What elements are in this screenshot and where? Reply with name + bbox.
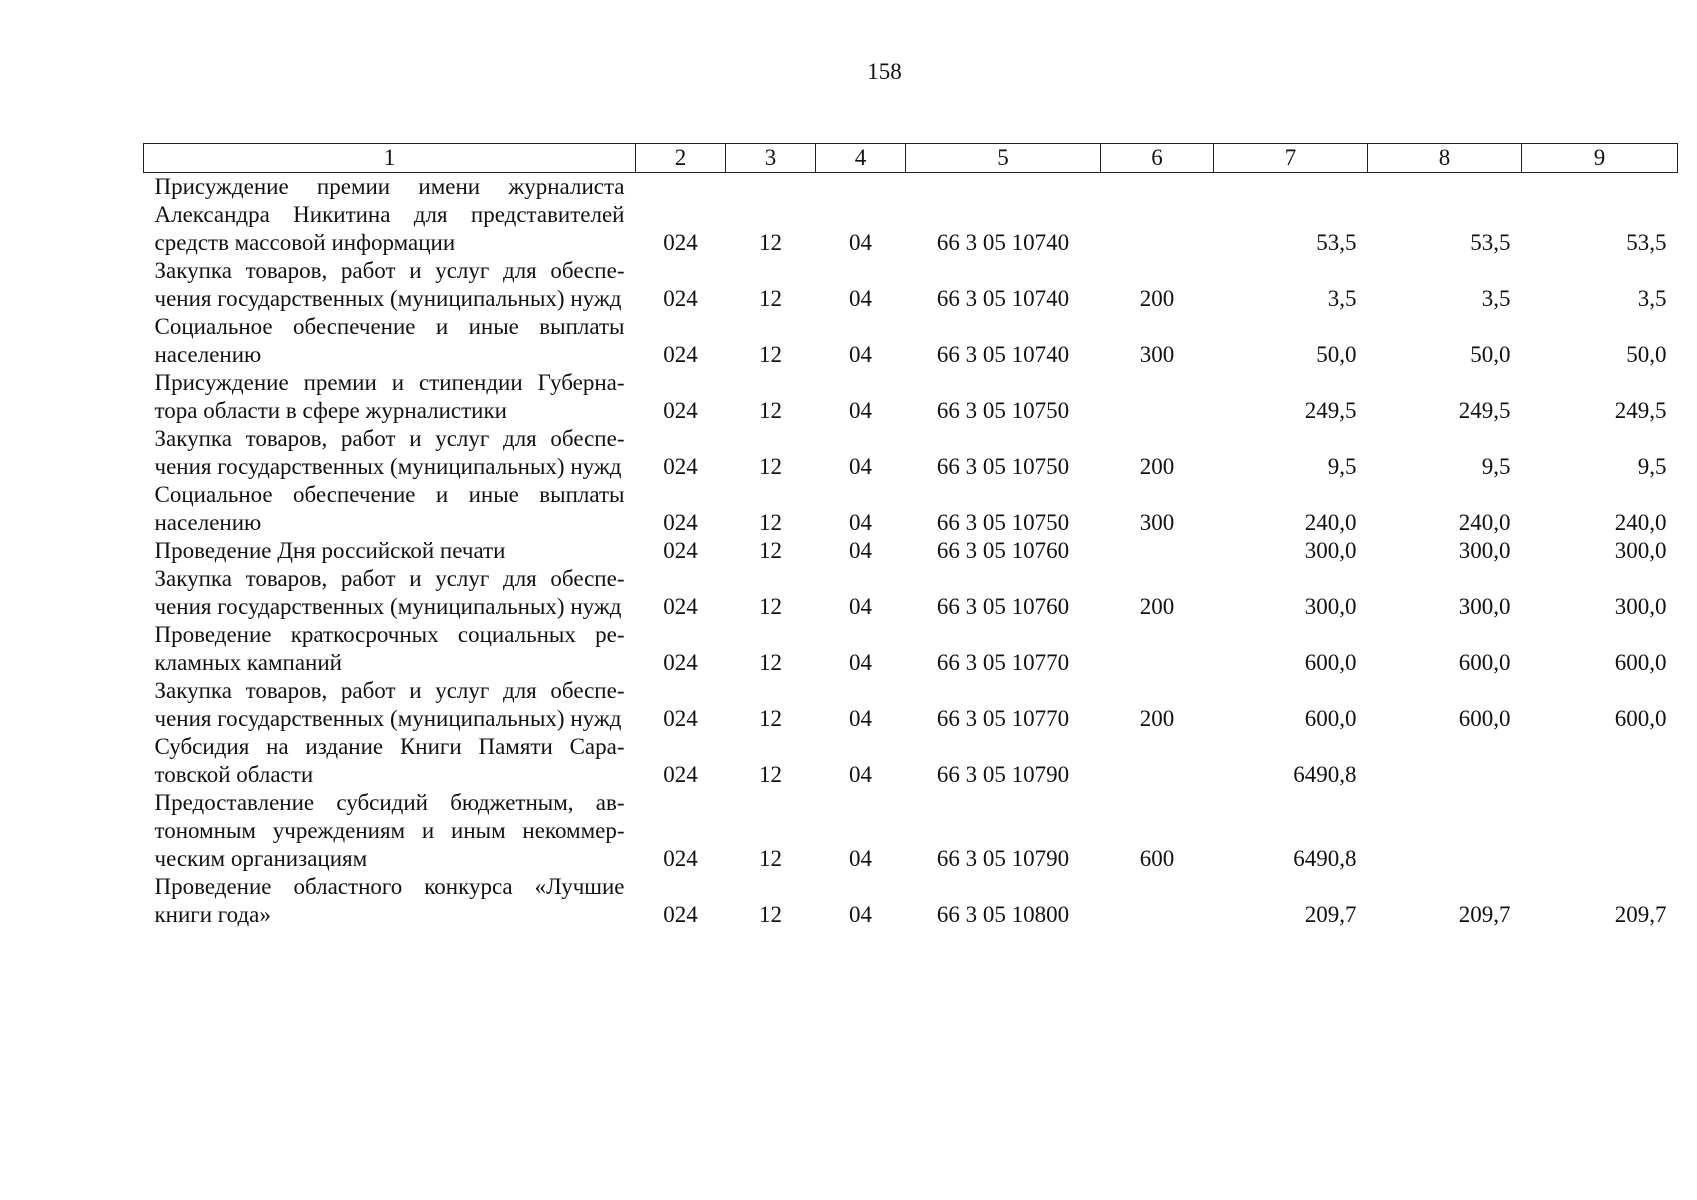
cell-ministry-code: 024 (663, 342, 698, 367)
cell-amount-9: 249,5 (1614, 398, 1667, 423)
header-col-7: 7 (1214, 144, 1368, 173)
cell-ministry-code: 024 (663, 846, 698, 871)
cell-expense-type (1101, 537, 1214, 565)
cell-subsection: 04 (849, 706, 872, 731)
cell-expense-type (1101, 173, 1214, 258)
cell-subsection: 04 (849, 594, 872, 619)
cell-name: Присуждение премии и стипендии Губерна-тора области в сфере журналистики (154, 370, 625, 423)
cell-subsection: 04 (849, 230, 872, 255)
cell-name: Субсидия на издание Книги Памяти Сара-товской области (154, 734, 625, 787)
cell-amount-7: 53,5 (1316, 230, 1357, 255)
cell-target-article: 66 3 05 10750 (936, 398, 1070, 423)
cell-amount-8: 9,5 (1481, 454, 1511, 479)
cell-expense-type (1101, 873, 1214, 929)
cell-amount-9: 9,5 (1637, 454, 1667, 479)
cell-expense-type: 200 (1139, 594, 1175, 619)
cell-amount-7: 9,5 (1327, 454, 1357, 479)
cell-name: Предоставление субсидий бюджетным, ав-тономным учреждениям и иным некоммер-ческим организациям (154, 790, 625, 871)
cell-target-article: 66 3 05 10790 (936, 846, 1070, 871)
cell-subsection: 04 (849, 846, 872, 871)
cell-amount-9: 300,0 (1614, 594, 1667, 619)
cell-section: 12 (759, 398, 782, 423)
header-col-1: 1 (144, 144, 636, 173)
cell-amount-7: 6490,8 (1293, 762, 1357, 787)
cell-amount-8: 53,5 (1470, 230, 1511, 255)
cell-subsection: 04 (849, 342, 872, 367)
cell-target-article: 66 3 05 10750 (936, 454, 1070, 479)
cell-ministry-code: 024 (663, 538, 698, 563)
cell-expense-type: 200 (1139, 706, 1175, 731)
cell-section: 12 (759, 538, 782, 563)
table-header-row (144, 144, 1678, 173)
cell-target-article: 66 3 05 10760 (936, 594, 1070, 619)
table-row (144, 537, 1678, 565)
cell-ministry-code: 024 (663, 454, 698, 479)
cell-amount-8: 600,0 (1458, 706, 1511, 731)
cell-ministry-code: 024 (663, 398, 698, 423)
table-row (144, 873, 1678, 929)
cell-subsection: 04 (849, 510, 872, 535)
table-row (144, 481, 1678, 537)
cell-amount-7: 249,5 (1304, 398, 1357, 423)
cell-amount-8: 209,7 (1458, 902, 1511, 927)
cell-amount-9: 53,5 (1626, 230, 1667, 255)
table-row (144, 425, 1678, 481)
header-col-5: 5 (906, 144, 1101, 173)
table-row (144, 313, 1678, 369)
cell-expense-type: 200 (1139, 286, 1175, 311)
cell-amount-8: 3,5 (1481, 286, 1511, 311)
cell-amount-8 (1368, 733, 1522, 789)
table-row (144, 789, 1678, 873)
cell-section: 12 (759, 762, 782, 787)
cell-target-article: 66 3 05 10740 (936, 286, 1070, 311)
cell-ministry-code: 024 (663, 902, 698, 927)
cell-amount-7: 300,0 (1304, 594, 1357, 619)
cell-name: Проведение краткосрочных социальных ре-кламных кампаний (154, 622, 625, 675)
cell-amount-8: 50,0 (1470, 342, 1511, 367)
cell-amount-9 (1522, 789, 1678, 873)
cell-amount-7: 6490,8 (1293, 846, 1357, 871)
page-number: 158 (867, 59, 902, 84)
header-col-4: 4 (816, 144, 906, 173)
cell-target-article: 66 3 05 10790 (936, 762, 1070, 787)
cell-ministry-code: 024 (663, 230, 698, 255)
cell-ministry-code: 024 (663, 762, 698, 787)
cell-expense-type (1101, 369, 1214, 425)
cell-name: Закупка товаров, работ и услуг для обеспе-чения государственных (муниципальных) нужд (154, 566, 625, 619)
header-col-3: 3 (726, 144, 816, 173)
cell-section: 12 (759, 454, 782, 479)
cell-amount-9: 50,0 (1626, 342, 1667, 367)
table-row (144, 173, 1678, 258)
cell-name: Социальное обеспечение и иные выплаты населению (154, 314, 625, 367)
cell-amount-8 (1368, 789, 1522, 873)
cell-target-article: 66 3 05 10770 (936, 706, 1070, 731)
cell-amount-7: 600,0 (1304, 706, 1357, 731)
header-col-2: 2 (636, 144, 726, 173)
cell-amount-9: 240,0 (1614, 510, 1667, 535)
cell-expense-type (1101, 621, 1214, 677)
cell-target-article: 66 3 05 10740 (936, 342, 1070, 367)
cell-subsection: 04 (849, 398, 872, 423)
cell-section: 12 (759, 846, 782, 871)
cell-amount-9: 600,0 (1614, 650, 1667, 675)
cell-subsection: 04 (849, 538, 872, 563)
cell-amount-7: 209,7 (1304, 902, 1357, 927)
header-col-8: 8 (1368, 144, 1522, 173)
cell-amount-8: 240,0 (1458, 510, 1511, 535)
cell-target-article: 66 3 05 10740 (936, 230, 1070, 255)
table-row (144, 565, 1678, 621)
cell-amount-9: 300,0 (1614, 538, 1667, 563)
cell-name: Социальное обеспечение и иные выплаты населению (154, 482, 625, 535)
table-body (144, 173, 1678, 930)
cell-amount-9: 3,5 (1637, 286, 1667, 311)
cell-name: Закупка товаров, работ и услуг для обеспе-чения государственных (муниципальных) нужд (154, 426, 625, 479)
cell-amount-9: 209,7 (1614, 902, 1667, 927)
cell-expense-type: 200 (1139, 454, 1175, 479)
cell-name: Закупка товаров, работ и услуг для обеспе-чения государственных (муниципальных) нужд (154, 258, 625, 311)
cell-amount-7: 600,0 (1304, 650, 1357, 675)
cell-name: Проведение Дня российской печати (154, 538, 506, 563)
cell-section: 12 (759, 286, 782, 311)
cell-ministry-code: 024 (663, 706, 698, 731)
cell-amount-8: 249,5 (1458, 398, 1511, 423)
cell-target-article: 66 3 05 10770 (936, 650, 1070, 675)
cell-subsection: 04 (849, 650, 872, 675)
cell-subsection: 04 (849, 902, 872, 927)
cell-name: Проведение областного конкурса «Лучшие книги года» (154, 874, 625, 927)
cell-subsection: 04 (849, 454, 872, 479)
cell-subsection: 04 (849, 286, 872, 311)
cell-amount-7: 3,5 (1327, 286, 1357, 311)
cell-amount-7: 240,0 (1304, 510, 1357, 535)
cell-amount-7: 300,0 (1304, 538, 1357, 563)
cell-target-article: 66 3 05 10800 (936, 902, 1070, 927)
table-row (144, 369, 1678, 425)
cell-expense-type: 300 (1139, 342, 1175, 367)
cell-section: 12 (759, 650, 782, 675)
cell-section: 12 (759, 706, 782, 731)
table-row (144, 677, 1678, 733)
cell-expense-type: 300 (1139, 510, 1175, 535)
cell-section: 12 (759, 902, 782, 927)
header-col-6: 6 (1101, 144, 1214, 173)
cell-section: 12 (759, 510, 782, 535)
table-row (144, 733, 1678, 789)
cell-ministry-code: 024 (663, 594, 698, 619)
cell-amount-7: 50,0 (1316, 342, 1357, 367)
cell-name: Закупка товаров, работ и услуг для обеспе-чения государственных (муниципальных) нужд (154, 678, 625, 731)
cell-amount-9 (1522, 733, 1678, 789)
cell-amount-9: 600,0 (1614, 706, 1667, 731)
cell-name: Присуждение премии имени журналиста Александра Никитина для представителей средств массовой информации (154, 174, 625, 255)
cell-target-article: 66 3 05 10750 (936, 510, 1070, 535)
cell-amount-8: 600,0 (1458, 650, 1511, 675)
cell-subsection: 04 (849, 762, 872, 787)
cell-expense-type (1101, 733, 1214, 789)
header-col-9: 9 (1522, 144, 1678, 173)
cell-target-article: 66 3 05 10760 (936, 538, 1070, 563)
table-row (144, 621, 1678, 677)
cell-section: 12 (759, 230, 782, 255)
cell-ministry-code: 024 (663, 286, 698, 311)
table-row (144, 257, 1678, 313)
cell-amount-8: 300,0 (1458, 538, 1511, 563)
cell-section: 12 (759, 342, 782, 367)
budget-table (143, 143, 1678, 929)
cell-ministry-code: 024 (663, 650, 698, 675)
cell-section: 12 (759, 594, 782, 619)
cell-amount-8: 300,0 (1458, 594, 1511, 619)
cell-ministry-code: 024 (663, 510, 698, 535)
cell-expense-type: 600 (1139, 846, 1175, 871)
